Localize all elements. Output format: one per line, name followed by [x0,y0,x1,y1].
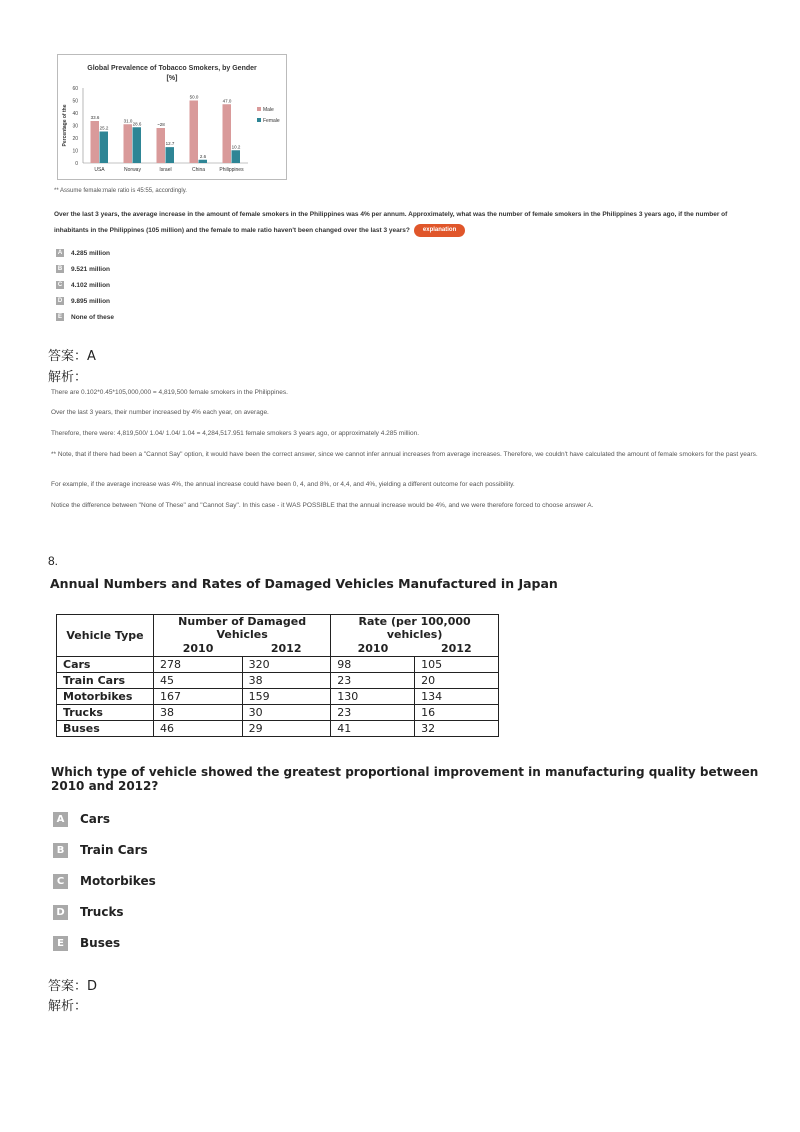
analysis-1-label: 解析： [48,370,88,385]
x-tick-label: Israel [159,167,172,173]
y-tick-label: 10 [72,148,78,155]
cell-type: Buses [57,721,154,737]
table-row [57,657,499,673]
tobacco-chart [57,54,287,180]
header-year: 2012 [415,641,499,657]
option-letter: D [57,298,63,304]
bar-female [166,147,175,163]
ratio-note: ** Assume female:male ratio is 45:55, accordingly. [54,188,187,194]
option-letter: E [57,314,62,320]
header-vehicle-type: Vehicle Type [57,615,154,657]
chart-title: Global Prevalence of Tobacco Smokers, by Gender [87,65,257,72]
y-tick-label: 0 [75,161,78,167]
option-letter: C [53,874,68,889]
bar-female [133,127,142,163]
answer-1: 答案：A [48,349,96,364]
y-tick-label: 60 [72,86,78,92]
bar-female [100,132,109,164]
cell-value: 167 [154,689,243,705]
cell-value: 38 [154,705,243,721]
cell-type: Cars [57,657,154,673]
option-letter: B [57,266,63,272]
cell-value: 320 [242,657,331,673]
question-1-options [56,247,114,323]
table-row [57,705,499,721]
cell-value: 30 [242,705,331,721]
data-label: 47.0 [222,98,232,104]
option-letter: B [53,843,68,858]
explanation-line-2: Over the last 3 years, their number increased by 4% each year, on average. [51,409,269,416]
explanation-line-6: Notice the difference between "None of These" and "Cannot Say". In this case - it WAS POSSIBLE that the annual increase would be 4%, and we were therefore forced to choose answer A. [51,502,594,509]
cell-value: 278 [154,657,243,673]
option-text: None of these [71,313,114,321]
question-2-number: 8. [48,554,59,568]
data-label: ~28 [157,122,165,127]
bar-female [199,160,208,163]
option-b[interactable] [56,263,114,275]
y-tick-label: 50 [72,98,78,105]
cell-value: 98 [331,657,415,673]
chart-plot [58,55,286,179]
table-header-row [57,615,499,642]
table-title: Annual Numbers and Rates of Damaged Vehicles Manufactured in Japan [50,576,558,591]
cell-value: 16 [415,705,499,721]
header-number: Number of Damaged Vehicles [154,615,331,642]
cell-value: 38 [242,673,331,689]
cell-value: 46 [154,721,243,737]
header-rate: Rate (per 100,000 vehicles) [331,615,499,642]
cell-value: 159 [242,689,331,705]
question-2-options [53,810,156,952]
option-e[interactable] [56,311,114,323]
cell-value: 23 [331,705,415,721]
bar-male [157,128,166,163]
data-label: 28.6 [132,121,142,127]
data-label: 25.2 [99,125,109,131]
option-b[interactable] [53,841,156,859]
analysis-2-label: 解析： [48,999,88,1014]
option-text: Buses [80,936,121,950]
question-1-text: Over the last 3 years, the average increase in the amount of female smokers in the Philippines was 4% per annum. Approximately, what was the number of female smokers in the Philippines 3 years ago, if the number of inhabitants in the Philippines (105 million) and the female to male ratio haven't been changed over the last 3 years? [54,211,728,234]
data-label: 10.2 [231,144,241,150]
data-label: 33.6 [90,115,100,120]
x-tick-label: Philippines [219,167,244,173]
answer-2: 答案：D [48,979,98,994]
option-text: Train Cars [80,843,148,857]
bar-female [232,150,241,163]
option-a[interactable] [53,810,156,828]
cell-type: Motorbikes [57,689,154,705]
cell-value: 134 [415,689,499,705]
option-text: 4.285 million [71,249,111,257]
cell-type: Train Cars [57,673,154,689]
option-letter: A [53,812,68,827]
option-text: 9.521 million [71,265,111,273]
y-tick-label: 40 [72,111,78,117]
cell-value: 105 [415,657,499,673]
chart-subtitle: [%] [166,75,178,82]
option-d[interactable] [56,295,114,307]
x-tick-label: China [191,167,206,173]
question-2-text: Which type of vehicle showed the greatest proportional improvement in manufacturing quality between 2010 and 2012? [51,765,759,793]
explanation-line-3: Therefore, there were: 4,819,500/ 1.04/ 1.04/ 1.04 = 4,284,517.951 female smokers 3 years ago, or approximately 4.285 million. [51,430,420,437]
explanation-button[interactable]: explanation [414,224,465,237]
option-c[interactable] [56,279,114,291]
bar-male [223,104,232,163]
legend-swatch [257,107,261,111]
data-label: 12.7 [165,141,175,147]
y-tick-label: 20 [72,136,78,142]
data-label: 31.0 [123,118,133,124]
option-text: 4.102 million [71,281,111,289]
cell-value: 32 [415,721,499,737]
explanation-line-1: There are 0.102*0.45*105,000,000 = 4,819,500 female smokers in the Philippines. [51,389,288,396]
data-label: 2.6 [199,153,207,159]
header-year: 2010 [154,641,243,657]
header-year: 2010 [331,641,415,657]
option-letter: E [53,936,68,951]
option-a[interactable] [56,247,114,259]
table-row [57,689,499,705]
option-letter: D [53,905,68,920]
cell-value: 45 [154,673,243,689]
cell-value: 23 [331,673,415,689]
explanation-line-4: ** Note, that if there had been a "Cannot Say" option, it would have been the correct answer, since we cannot infer annual increases from average increases. Therefore, we couldn't have calculated the amount of female smokers for the past years. [51,451,758,458]
option-text: Motorbikes [80,874,156,888]
option-text: Cars [80,812,110,826]
cell-value: 130 [331,689,415,705]
option-letter: C [57,282,63,288]
y-axis-label: Percentage of the [62,104,68,147]
legend-swatch [257,118,261,122]
option-d[interactable] [53,903,156,921]
option-c[interactable] [53,872,156,890]
cell-value: 41 [331,721,415,737]
bar-male [190,101,199,164]
cell-value: 20 [415,673,499,689]
y-tick-label: 30 [72,123,78,130]
table-row [57,721,499,737]
header-year: 2012 [242,641,331,657]
legend-label: Female [263,118,280,124]
question-1 [54,207,754,239]
vehicles-table [56,614,499,737]
bar-male [91,121,100,163]
option-text: Trucks [80,905,124,919]
table-row [57,673,499,689]
legend-label: Male [263,107,274,113]
cell-value: 29 [242,721,331,737]
option-text: 9.895 million [71,297,111,305]
bar-male [124,124,133,163]
option-letter: A [57,250,63,256]
data-label: 50.0 [189,94,199,100]
x-tick-label: USA [94,167,105,173]
x-tick-label: Norway [124,167,141,173]
explanation-line-5: For example, if the average increase was 4%, the annual increase could have been 0, 4, and 8%, or 4,4, and 4%, yielding a different outcome for each possibility. [51,481,515,488]
option-e[interactable] [53,934,156,952]
cell-type: Trucks [57,705,154,721]
